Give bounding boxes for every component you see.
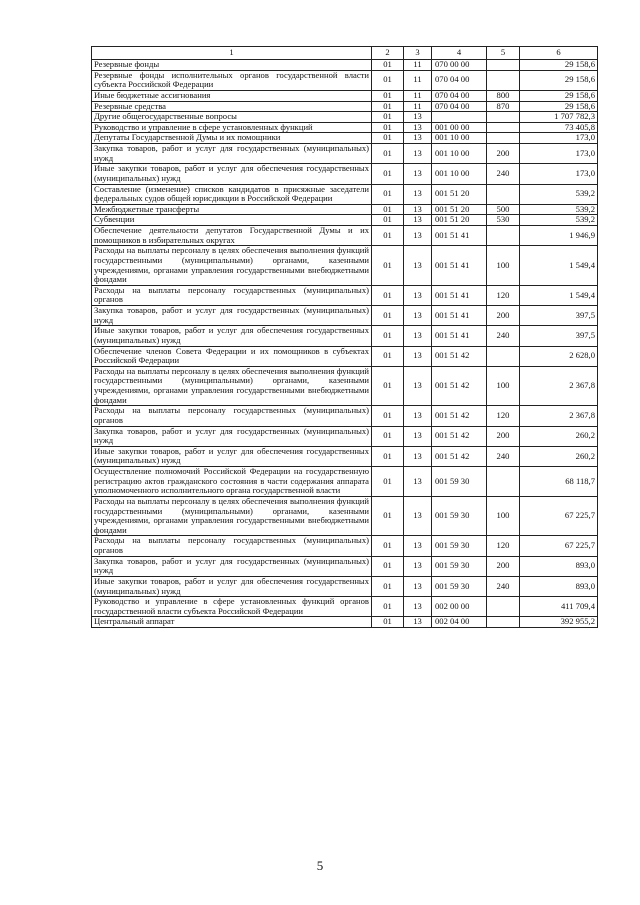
row-name-cell: Обеспечение деятельности депутатов Государственной Думы и их помощников в избирательных округах bbox=[92, 226, 372, 246]
row-subsection-cell: 13 bbox=[404, 326, 432, 346]
row-section-cell: 01 bbox=[372, 246, 404, 286]
table-row bbox=[92, 446, 598, 466]
row-expense-type-cell bbox=[487, 617, 520, 628]
row-expense-type-cell: 800 bbox=[487, 90, 520, 101]
row-name-cell: Иные закупки товаров, работ и услуг для обеспечения государственных (муниципальных) нужд bbox=[92, 576, 372, 596]
row-name-cell: Закупка товаров, работ и услуг для государственных (муниципальных) нужд bbox=[92, 556, 372, 576]
row-amount-cell: 893,0 bbox=[520, 576, 598, 596]
row-name-cell: Обеспечение членов Совета Федерации и их помощников в субъектах Российской Федерации bbox=[92, 346, 372, 366]
table-row bbox=[92, 556, 598, 576]
row-name-cell: Другие общегосударственные вопросы bbox=[92, 112, 372, 123]
row-section-cell: 01 bbox=[372, 597, 404, 617]
row-section-cell: 01 bbox=[372, 496, 404, 536]
row-amount-cell: 1 549,4 bbox=[520, 285, 598, 305]
row-section-cell: 01 bbox=[372, 326, 404, 346]
row-name-cell: Субвенции bbox=[92, 215, 372, 226]
table-row bbox=[92, 346, 598, 366]
row-amount-cell: 29 158,6 bbox=[520, 70, 598, 90]
row-amount-cell: 397,5 bbox=[520, 306, 598, 326]
row-name-cell: Центральный аппарат bbox=[92, 617, 372, 628]
table-row bbox=[92, 426, 598, 446]
row-amount-cell: 1 707 782,3 bbox=[520, 112, 598, 123]
row-expense-type-cell: 120 bbox=[487, 406, 520, 426]
header-col-4: 4 bbox=[432, 47, 487, 60]
row-section-cell: 01 bbox=[372, 306, 404, 326]
row-target-article-cell: 002 04 00 bbox=[432, 617, 487, 628]
row-target-article-cell: 001 51 20 bbox=[432, 184, 487, 204]
row-name-cell: Расходы на выплаты персоналу в целях обеспечения выполнения функций государственными (муниципальными) органами, казенными учреждениями, органами управления государственными внебюджетными фондами bbox=[92, 366, 372, 406]
row-section-cell: 01 bbox=[372, 204, 404, 215]
row-target-article-cell: 001 51 42 bbox=[432, 426, 487, 446]
row-target-article-cell: 001 51 42 bbox=[432, 366, 487, 406]
row-name-cell: Закупка товаров, работ и услуг для государственных (муниципальных) нужд bbox=[92, 426, 372, 446]
row-name-cell: Межбюджетные трансферты bbox=[92, 204, 372, 215]
row-subsection-cell: 13 bbox=[404, 184, 432, 204]
row-amount-cell: 2 367,8 bbox=[520, 366, 598, 406]
table-header bbox=[92, 47, 598, 60]
row-expense-type-cell: 100 bbox=[487, 496, 520, 536]
row-expense-type-cell bbox=[487, 60, 520, 71]
row-name-cell: Резервные фонды bbox=[92, 60, 372, 71]
row-expense-type-cell bbox=[487, 467, 520, 497]
row-amount-cell: 67 225,7 bbox=[520, 496, 598, 536]
table-row bbox=[92, 536, 598, 556]
row-amount-cell: 392 955,2 bbox=[520, 617, 598, 628]
row-amount-cell: 2 628,0 bbox=[520, 346, 598, 366]
row-section-cell: 01 bbox=[372, 215, 404, 226]
row-target-article-cell: 001 51 41 bbox=[432, 306, 487, 326]
row-section-cell: 01 bbox=[372, 122, 404, 133]
row-expense-type-cell: 200 bbox=[487, 144, 520, 164]
row-expense-type-cell: 120 bbox=[487, 536, 520, 556]
row-subsection-cell: 13 bbox=[404, 467, 432, 497]
row-expense-type-cell bbox=[487, 597, 520, 617]
row-section-cell: 01 bbox=[372, 184, 404, 204]
header-col-2: 2 bbox=[372, 47, 404, 60]
row-target-article-cell: 001 10 00 bbox=[432, 133, 487, 144]
row-expense-type-cell: 240 bbox=[487, 576, 520, 596]
row-amount-cell: 1 549,4 bbox=[520, 246, 598, 286]
page-number: 5 bbox=[316, 858, 324, 873]
row-section-cell: 01 bbox=[372, 90, 404, 101]
row-amount-cell: 539,2 bbox=[520, 215, 598, 226]
row-target-article-cell: 001 51 42 bbox=[432, 406, 487, 426]
row-section-cell: 01 bbox=[372, 133, 404, 144]
row-target-article-cell: 001 59 30 bbox=[432, 536, 487, 556]
row-section-cell: 01 bbox=[372, 446, 404, 466]
header-row bbox=[92, 47, 598, 60]
row-target-article-cell bbox=[432, 112, 487, 123]
row-target-article-cell: 070 00 00 bbox=[432, 60, 487, 71]
row-section-cell: 01 bbox=[372, 467, 404, 497]
row-section-cell: 01 bbox=[372, 536, 404, 556]
row-subsection-cell: 11 bbox=[404, 70, 432, 90]
row-name-cell: Расходы на выплаты персоналу государственных (муниципальных) органов bbox=[92, 536, 372, 556]
row-subsection-cell: 13 bbox=[404, 133, 432, 144]
row-expense-type-cell bbox=[487, 70, 520, 90]
row-target-article-cell: 002 00 00 bbox=[432, 597, 487, 617]
row-amount-cell: 67 225,7 bbox=[520, 536, 598, 556]
row-section-cell: 01 bbox=[372, 70, 404, 90]
table-row bbox=[92, 204, 598, 215]
row-name-cell: Руководство и управление в сфере установленных функций органов государственной власти субъекта Российской Федерации bbox=[92, 597, 372, 617]
row-expense-type-cell bbox=[487, 184, 520, 204]
row-expense-type-cell: 100 bbox=[487, 246, 520, 286]
table-row bbox=[92, 90, 598, 101]
row-target-article-cell: 001 51 41 bbox=[432, 326, 487, 346]
row-expense-type-cell: 200 bbox=[487, 306, 520, 326]
row-target-article-cell: 001 51 42 bbox=[432, 346, 487, 366]
row-amount-cell: 73 405,8 bbox=[520, 122, 598, 133]
row-expense-type-cell: 870 bbox=[487, 101, 520, 112]
row-subsection-cell: 13 bbox=[404, 576, 432, 596]
row-expense-type-cell bbox=[487, 133, 520, 144]
row-name-cell: Расходы на выплаты персоналу в целях обеспечения выполнения функций государственными (муниципальными) органами, казенными учреждениями, органами управления государственными внебюджетными фондами bbox=[92, 496, 372, 536]
row-subsection-cell: 13 bbox=[404, 204, 432, 215]
header-col-1: 1 bbox=[92, 47, 372, 60]
row-name-cell: Расходы на выплаты персоналу в целях обеспечения выполнения функций государственными (муниципальными) органами, казенными учреждениями, органами управления государственными внебюджетными фондами bbox=[92, 246, 372, 286]
row-subsection-cell: 13 bbox=[404, 406, 432, 426]
row-target-article-cell: 070 04 00 bbox=[432, 70, 487, 90]
table-row bbox=[92, 60, 598, 71]
table-row bbox=[92, 144, 598, 164]
row-subsection-cell: 13 bbox=[404, 306, 432, 326]
row-name-cell: Депутаты Государственной Думы и их помощники bbox=[92, 133, 372, 144]
table-row bbox=[92, 306, 598, 326]
row-section-cell: 01 bbox=[372, 285, 404, 305]
row-section-cell: 01 bbox=[372, 112, 404, 123]
row-name-cell: Резервные средства bbox=[92, 101, 372, 112]
row-amount-cell: 29 158,6 bbox=[520, 60, 598, 71]
row-amount-cell: 29 158,6 bbox=[520, 90, 598, 101]
row-target-article-cell: 070 04 00 bbox=[432, 101, 487, 112]
table-row bbox=[92, 246, 598, 286]
row-section-cell: 01 bbox=[372, 164, 404, 184]
row-target-article-cell: 070 04 00 bbox=[432, 90, 487, 101]
row-name-cell: Закупка товаров, работ и услуг для государственных (муниципальных) нужд bbox=[92, 144, 372, 164]
row-subsection-cell: 13 bbox=[404, 144, 432, 164]
table-row bbox=[92, 101, 598, 112]
row-section-cell: 01 bbox=[372, 346, 404, 366]
table-row bbox=[92, 226, 598, 246]
table-row bbox=[92, 576, 598, 596]
row-amount-cell: 2 367,8 bbox=[520, 406, 598, 426]
row-name-cell: Руководство и управление в сфере установленных функций bbox=[92, 122, 372, 133]
row-expense-type-cell: 500 bbox=[487, 204, 520, 215]
row-amount-cell: 539,2 bbox=[520, 184, 598, 204]
table-row bbox=[92, 215, 598, 226]
row-section-cell: 01 bbox=[372, 144, 404, 164]
row-expense-type-cell bbox=[487, 112, 520, 123]
table-row bbox=[92, 366, 598, 406]
row-subsection-cell: 13 bbox=[404, 112, 432, 123]
row-target-article-cell: 001 59 30 bbox=[432, 467, 487, 497]
table-row bbox=[92, 164, 598, 184]
row-expense-type-cell: 200 bbox=[487, 426, 520, 446]
row-amount-cell: 397,5 bbox=[520, 326, 598, 346]
row-target-article-cell: 001 10 00 bbox=[432, 144, 487, 164]
row-name-cell: Расходы на выплаты персоналу государственных (муниципальных) органов bbox=[92, 285, 372, 305]
table-row bbox=[92, 597, 598, 617]
row-subsection-cell: 11 bbox=[404, 90, 432, 101]
row-amount-cell: 260,2 bbox=[520, 446, 598, 466]
row-name-cell: Иные закупки товаров, работ и услуг для обеспечения государственных (муниципальных) нужд bbox=[92, 446, 372, 466]
row-target-article-cell: 001 59 30 bbox=[432, 556, 487, 576]
row-name-cell: Составление (изменение) списков кандидатов в присяжные заседатели федеральных судов общей юрисдикции в Российской Федерации bbox=[92, 184, 372, 204]
row-section-cell: 01 bbox=[372, 406, 404, 426]
row-name-cell: Иные закупки товаров, работ и услуг для обеспечения государственных (муниципальных) нужд bbox=[92, 326, 372, 346]
table-row bbox=[92, 112, 598, 123]
header-col-5: 5 bbox=[487, 47, 520, 60]
row-subsection-cell: 13 bbox=[404, 122, 432, 133]
row-amount-cell: 68 118,7 bbox=[520, 467, 598, 497]
row-target-article-cell: 001 51 20 bbox=[432, 215, 487, 226]
table-row bbox=[92, 70, 598, 90]
row-amount-cell: 893,0 bbox=[520, 556, 598, 576]
row-subsection-cell: 13 bbox=[404, 536, 432, 556]
table-row bbox=[92, 617, 598, 628]
row-expense-type-cell: 240 bbox=[487, 164, 520, 184]
table-body bbox=[92, 60, 598, 628]
row-expense-type-cell: 200 bbox=[487, 556, 520, 576]
row-amount-cell: 1 946,9 bbox=[520, 226, 598, 246]
row-target-article-cell: 001 51 41 bbox=[432, 246, 487, 286]
row-subsection-cell: 13 bbox=[404, 246, 432, 286]
row-subsection-cell: 13 bbox=[404, 446, 432, 466]
row-amount-cell: 29 158,6 bbox=[520, 101, 598, 112]
row-target-article-cell: 001 59 30 bbox=[432, 576, 487, 596]
row-subsection-cell: 13 bbox=[404, 215, 432, 226]
table-row bbox=[92, 406, 598, 426]
row-expense-type-cell bbox=[487, 226, 520, 246]
row-expense-type-cell bbox=[487, 346, 520, 366]
row-section-cell: 01 bbox=[372, 426, 404, 446]
row-amount-cell: 173,0 bbox=[520, 164, 598, 184]
row-subsection-cell: 13 bbox=[404, 556, 432, 576]
row-section-cell: 01 bbox=[372, 576, 404, 596]
row-subsection-cell: 13 bbox=[404, 226, 432, 246]
row-amount-cell: 173,0 bbox=[520, 133, 598, 144]
row-name-cell: Закупка товаров, работ и услуг для государственных (муниципальных) нужд bbox=[92, 306, 372, 326]
row-expense-type-cell: 100 bbox=[487, 366, 520, 406]
row-expense-type-cell: 120 bbox=[487, 285, 520, 305]
table-row bbox=[92, 496, 598, 536]
row-amount-cell: 411 709,4 bbox=[520, 597, 598, 617]
row-expense-type-cell bbox=[487, 122, 520, 133]
row-expense-type-cell: 240 bbox=[487, 326, 520, 346]
row-subsection-cell: 13 bbox=[404, 597, 432, 617]
row-target-article-cell: 001 51 41 bbox=[432, 285, 487, 305]
table-row bbox=[92, 326, 598, 346]
row-section-cell: 01 bbox=[372, 366, 404, 406]
table-row bbox=[92, 467, 598, 497]
row-name-cell: Иные бюджетные ассигнования bbox=[92, 90, 372, 101]
table-row bbox=[92, 184, 598, 204]
row-subsection-cell: 13 bbox=[404, 426, 432, 446]
row-target-article-cell: 001 51 42 bbox=[432, 446, 487, 466]
row-target-article-cell: 001 51 20 bbox=[432, 204, 487, 215]
table-row bbox=[92, 122, 598, 133]
row-section-cell: 01 bbox=[372, 101, 404, 112]
row-section-cell: 01 bbox=[372, 226, 404, 246]
row-subsection-cell: 11 bbox=[404, 101, 432, 112]
budget-table bbox=[91, 46, 598, 628]
row-amount-cell: 539,2 bbox=[520, 204, 598, 215]
row-target-article-cell: 001 59 30 bbox=[432, 496, 487, 536]
row-name-cell: Иные закупки товаров, работ и услуг для обеспечения государственных (муниципальных) нужд bbox=[92, 164, 372, 184]
row-name-cell: Расходы на выплаты персоналу государственных (муниципальных) органов bbox=[92, 406, 372, 426]
header-col-6: 6 bbox=[520, 47, 598, 60]
row-amount-cell: 260,2 bbox=[520, 426, 598, 446]
row-section-cell: 01 bbox=[372, 60, 404, 71]
row-subsection-cell: 13 bbox=[404, 617, 432, 628]
row-name-cell: Резервные фонды исполнительных органов государственной власти субъекта Российской Федерации bbox=[92, 70, 372, 90]
row-target-article-cell: 001 00 00 bbox=[432, 122, 487, 133]
row-subsection-cell: 11 bbox=[404, 60, 432, 71]
row-name-cell: Осуществление полномочий Российской Федерации на государственную регистрацию актов гражданского состояния в части содержания аппарата уполномоченного исполнительного органа государственной власти bbox=[92, 467, 372, 497]
row-subsection-cell: 13 bbox=[404, 496, 432, 536]
header-col-3: 3 bbox=[404, 47, 432, 60]
table-row bbox=[92, 133, 598, 144]
row-subsection-cell: 13 bbox=[404, 366, 432, 406]
row-target-article-cell: 001 10 00 bbox=[432, 164, 487, 184]
row-expense-type-cell: 530 bbox=[487, 215, 520, 226]
row-section-cell: 01 bbox=[372, 617, 404, 628]
row-subsection-cell: 13 bbox=[404, 285, 432, 305]
row-section-cell: 01 bbox=[372, 556, 404, 576]
row-amount-cell: 173,0 bbox=[520, 144, 598, 164]
row-target-article-cell: 001 51 41 bbox=[432, 226, 487, 246]
table-row bbox=[92, 285, 598, 305]
row-subsection-cell: 13 bbox=[404, 346, 432, 366]
row-subsection-cell: 13 bbox=[404, 164, 432, 184]
row-expense-type-cell: 240 bbox=[487, 446, 520, 466]
